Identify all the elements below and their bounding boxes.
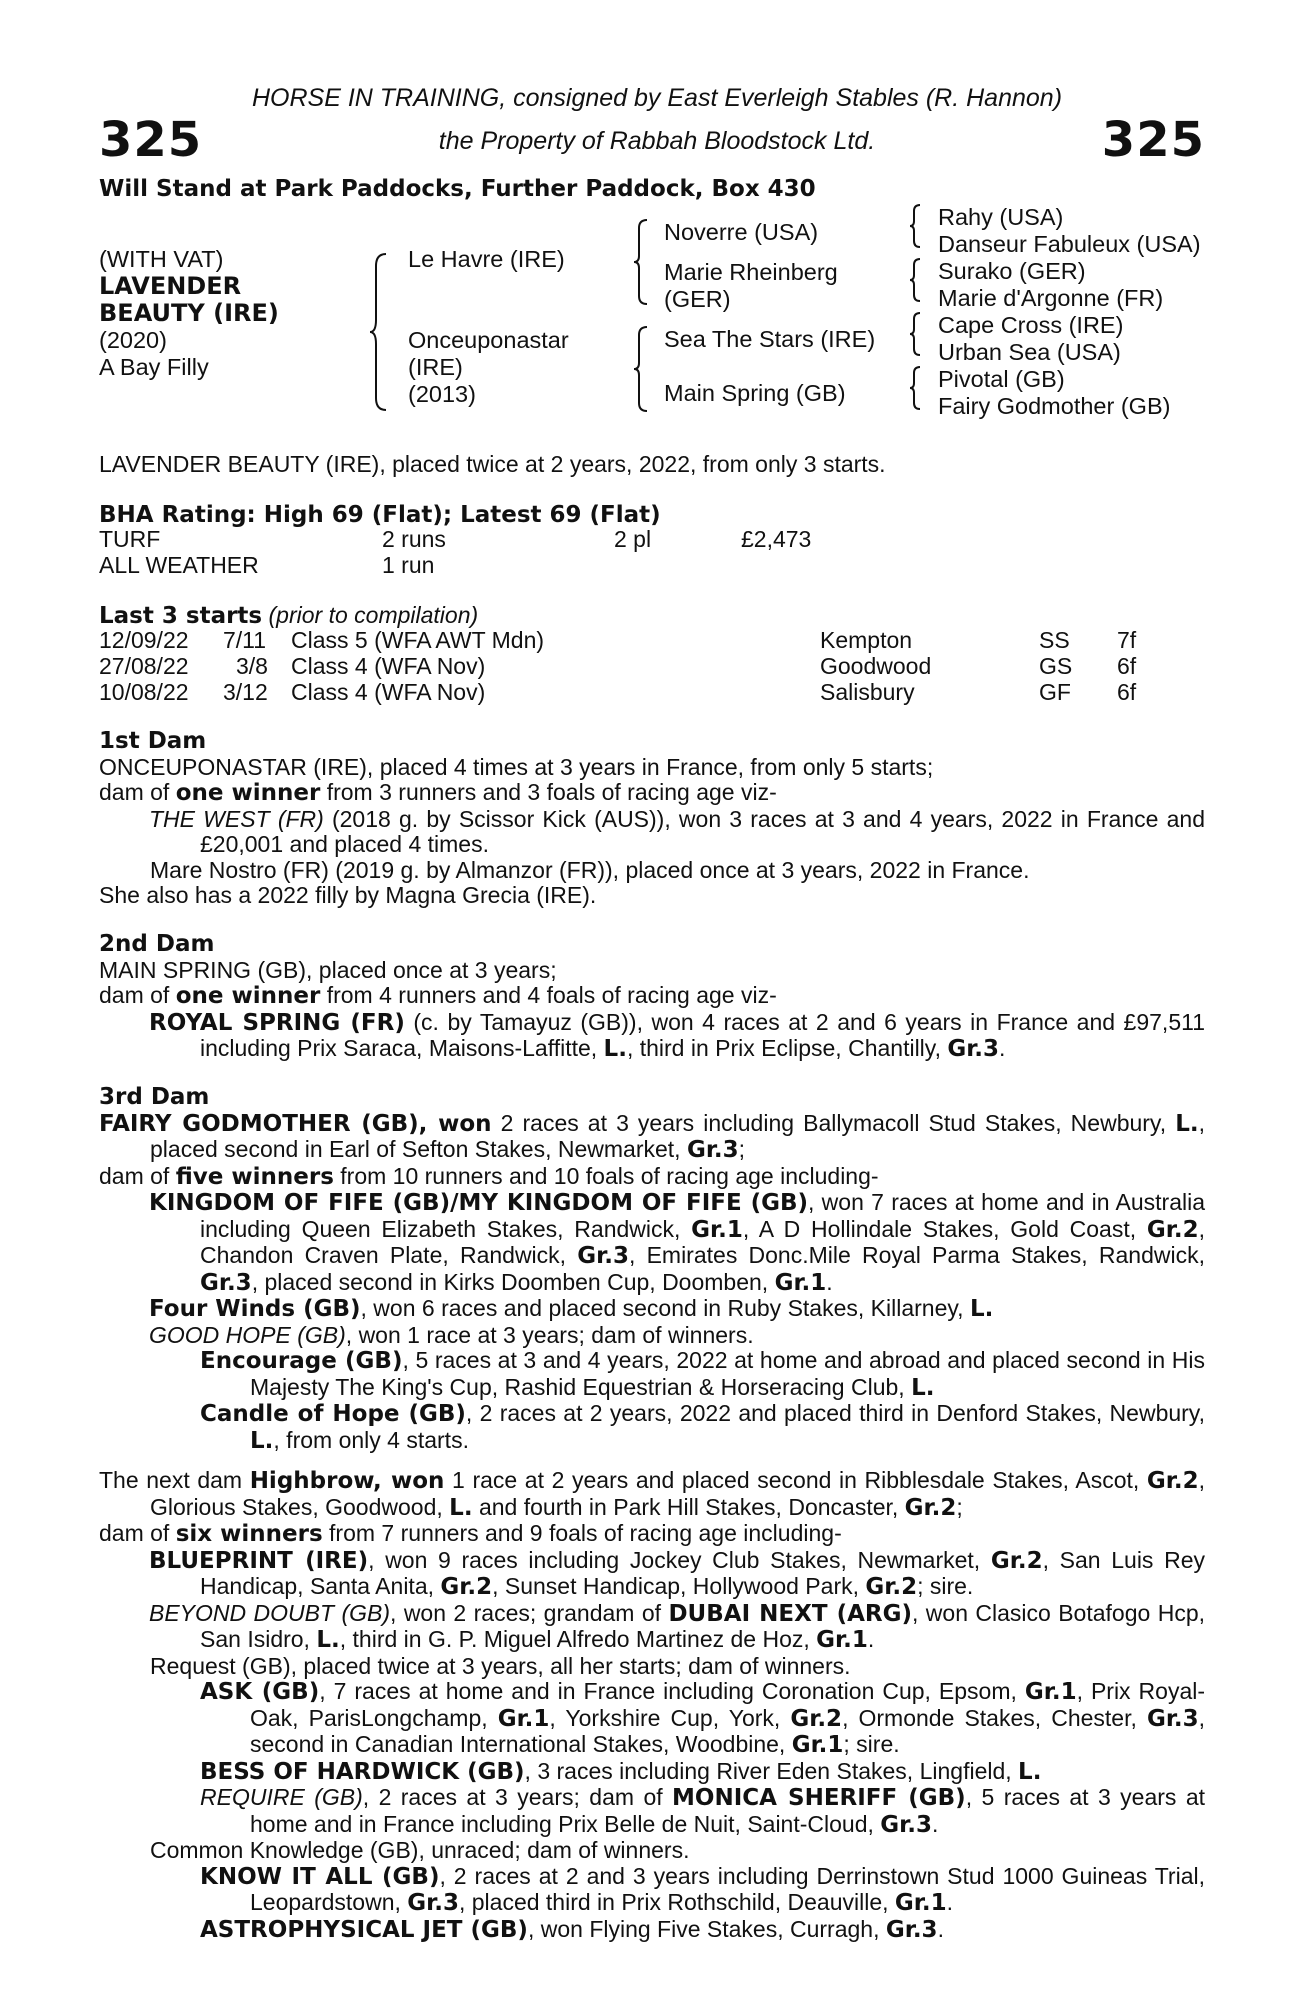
turf-label: TURF: [99, 526, 161, 552]
next-dam-grandfoal-2: BESS OF HARDWICK (GB), 3 races including River Eden Stakes, Lingfield, L.: [200, 1757, 1042, 1785]
start-race: Class 4 (WFA Nov): [291, 679, 486, 705]
last-starts-title: Last 3 starts: [99, 603, 263, 629]
second-dam-desc: MAIN SPRING (GB), placed once at 3 years;: [99, 956, 557, 983]
pedigree-sire-sire: Noverre (USA): [664, 219, 819, 245]
next-dam-foal-2: BEYOND DOUBT (GB), won 2 races; grandam of DUBAI NEXT (ARG), won Clasico Botafogo Hcp, San Isidro, L., third in G. P. Miguel Alfredo Martinez de Hoz, Gr.1.: [149, 1599, 1206, 1653]
first-dam-title: 1st Dam: [99, 728, 207, 754]
lot-number-left: 325: [99, 112, 203, 168]
pedigree-gen3-5: Cape Cross (IRE): [938, 312, 1124, 338]
third-dam-grandfoal-2: Candle of Hope (GB), 2 races at 2 years, 2022 and placed third in Denford Stakes, Newbury, L., from only 4 starts.: [200, 1400, 1205, 1454]
pedigree-gen3-2: Danseur Fabuleux (USA): [938, 231, 1201, 257]
third-dam-foal-2: Four Winds (GB), won 6 races and placed second in Ruby Stakes, Killarney, L.: [149, 1295, 994, 1322]
start-course: Salisbury: [820, 679, 915, 705]
consignment-line: HORSE IN TRAINING, consigned by East Everleigh Stables (R. Hannon): [251, 84, 1063, 112]
third-dam-title: 3rd Dam: [99, 1084, 210, 1110]
pedigree-brace-dam: [632, 325, 652, 413]
next-dam-section: [99, 1468, 1205, 1943]
second-dam-title: 2nd Dam: [99, 931, 215, 957]
third-dam-section: [99, 1085, 1205, 1454]
start-position: 7/11: [223, 627, 267, 653]
start-distance: 6f: [1117, 679, 1137, 705]
start-position: 3/12: [223, 679, 268, 705]
property-line: the Property of Rabbah Bloodstock Ltd.: [438, 127, 876, 155]
start-going: GF: [1039, 679, 1071, 705]
first-dam-foal-2: Mare Nostro (FR) (2019 g. by Almanzor (FR)), placed once at 3 years, 2022 in France.: [150, 856, 1030, 883]
third-dam-foal-1: KINGDOM OF FIFE (GB)/MY KINGDOM OF FIFE (GB), won 7 races at home and in Australia including Queen Elizabeth Stakes, Randwick, Gr.1, A D Hollindale Stakes, Gold Coast, Gr.2, Chandon Craven Plate, Randwick, Gr.3, Emirates Donc.Mile Royal Parma Stakes, Randwick, Gr.3, placed second in Kirks Doomben Cup, Doomben, Gr.1.: [149, 1189, 1205, 1296]
turf-placed: 2 pl: [614, 526, 652, 552]
pedigree-gen3-8: Fairy Godmother (GB): [938, 393, 1171, 419]
start-course: Kempton: [820, 627, 913, 653]
last-starts-heading: [99, 603, 478, 629]
next-dam-foal-4: Common Knowledge (GB), unraced; dam of winners.: [150, 1837, 690, 1863]
pedigree-brace-sire: [632, 218, 652, 306]
third-dam-produce: dam of five winners from 10 runners and 10 foals of racing age including-: [99, 1162, 879, 1190]
pedigree-gen3-7: Pivotal (GB): [938, 366, 1065, 392]
pedigree-dam-line1: Onceuponastar: [408, 327, 569, 353]
start-race: Class 5 (WFA AWT Mdn): [291, 627, 545, 653]
pedigree-brace-main: [368, 252, 392, 412]
third-dam-foal-3: GOOD HOPE (GB), won 1 race at 3 years; dam of winners.: [149, 1321, 754, 1348]
horse-name-line1: LAVENDER: [99, 272, 242, 300]
start-distance: 7f: [1117, 627, 1137, 653]
pedigree-brace-g12: [908, 203, 924, 249]
start-distance: 6f: [1117, 653, 1137, 679]
pedigree-gen3-6: Urban Sea (USA): [938, 339, 1121, 365]
first-dam-note: She also has a 2022 filly by Magna Grecia (IRE).: [99, 882, 597, 908]
start-date: 12/09/22: [99, 627, 189, 653]
pedigree-gen3-1: Rahy (USA): [938, 204, 1064, 230]
second-dam-produce: dam of one winner from 4 runners and 4 foals of racing age viz-: [99, 982, 777, 1009]
pedigree-gen3-3: Surako (GER): [938, 258, 1086, 284]
third-dam-grandfoal-1: Encourage (GB), 5 races at 3 and 4 years, 2022 at home and abroad and placed second in His Majesty The King's Cup, Rashid Equestrian & Horseracing Club, L.: [200, 1347, 1206, 1401]
pedigree-sire: Le Havre (IRE): [408, 246, 565, 272]
next-dam-produce: dam of six winners from 7 runners and 9 foals of racing age including-: [99, 1520, 842, 1547]
pedigree-brace-g34: [908, 257, 924, 303]
start-going: SS: [1039, 627, 1070, 653]
start-going: GS: [1039, 653, 1073, 679]
pedigree-dam-dam: Main Spring (GB): [664, 380, 846, 406]
pedigree-sire-dam-line1: Marie Rheinberg: [664, 259, 838, 285]
start-race: Class 4 (WFA Nov): [291, 653, 486, 679]
aw-runs: 1 run: [382, 552, 435, 578]
first-dam-produce: dam of one winner from 3 runners and 3 foals of racing age viz-: [99, 779, 777, 806]
second-dam-section: [99, 932, 1205, 1063]
lot-number-right: 325: [1101, 112, 1205, 168]
aw-label: ALL WEATHER: [99, 552, 259, 578]
start-date: 27/08/22: [99, 653, 189, 679]
pedigree-dam-line2: (IRE): [408, 354, 463, 380]
next-dam-foal-1: BLUEPRINT (IRE), won 9 races including Jockey Club Stakes, Newmarket, Gr.2, San Luis Rey Handicap, Santa Anita, Gr.2, Sunset Handicap, Hollywood Park, Gr.2; sire.: [149, 1546, 1206, 1600]
pedigree-sire-dam-line2: (GER): [664, 286, 731, 312]
second-dam-foal-1: ROYAL SPRING (FR) (c. by Tamayuz (GB)), won 4 races at 2 and 6 years in France and £97,511 including Prix Saraca, Maisons-Laffitte, L., third in Prix Eclipse, Chantilly, Gr.3.: [149, 1008, 1205, 1062]
last-starts-note: (prior to compilation): [268, 602, 479, 628]
horse-year: (2020): [99, 327, 167, 353]
next-dam-foal-3: Request (GB), placed twice at 3 years, all her starts; dam of winners.: [150, 1652, 851, 1679]
pedigree-brace-g56: [908, 311, 924, 357]
race-summary: LAVENDER BEAUTY (IRE), placed twice at 2 years, 2022, from only 3 starts.: [99, 451, 886, 477]
next-dam-desc: The next dam Highbrow, won 1 race at 2 years and placed second in Ribblesdale Stakes, Ascot, Gr.2, Glorious Stakes, Goodwood, L. and fourth in Park Hill Stakes, Doncaster, Gr.2;: [99, 1467, 1205, 1521]
start-course: Goodwood: [820, 653, 932, 679]
bha-rating-title: BHA Rating: High 69 (Flat); Latest 69 (Flat): [99, 502, 661, 528]
first-dam-desc: ONCEUPONASTAR (IRE), placed 4 times at 3 years in France, from only 5 starts;: [99, 753, 934, 780]
turf-runs: 2 runs: [382, 526, 446, 552]
horse-name-line2: BEAUTY (IRE): [99, 299, 279, 327]
start-position: 3/8: [236, 653, 268, 679]
pedigree-dam-line3: (2013): [408, 381, 476, 407]
next-dam-grandfoal-4: KNOW IT ALL (GB), 2 races at 2 and 3 years including Derrinstown Stud 1000 Guineas Trial, Leopardstown, Gr.3, placed third in Prix Rothschild, Deauville, Gr.1.: [200, 1862, 1205, 1916]
location-line: Will Stand at Park Paddocks, Further Paddock, Box 430: [99, 176, 816, 202]
pedigree-gen3-4: Marie d'Argonne (FR): [938, 285, 1164, 311]
pedigree-dam-sire: Sea The Stars (IRE): [664, 326, 876, 352]
next-dam-grandfoal-1: ASK (GB), 7 races at home and in France including Coronation Cup, Epsom, Gr.1, Prix Royal-Oak, ParisLongchamp, Gr.1, Yorkshire Cup, York, Gr.2, Ormonde Stakes, Chester, Gr.3, second in Canadian International Stakes, Woodbine, Gr.1; sire.: [200, 1678, 1206, 1758]
first-dam-foal-1: THE WEST (FR) (2018 g. by Scissor Kick (AUS)), won 3 races at 3 and 4 years, 2022 in France and £20,001 and placed 4 times.: [149, 805, 1205, 857]
next-dam-grandfoal-5: ASTROPHYSICAL JET (GB), won Flying Five Stakes, Curragh, Gr.3.: [200, 1915, 944, 1943]
turf-earnings: £2,473: [741, 526, 812, 552]
first-dam-section: [99, 729, 1205, 909]
vat-note: (WITH VAT): [99, 246, 224, 272]
third-dam-desc: FAIRY GODMOTHER (GB), won 2 races at 3 years including Ballymacoll Stud Stakes, Newbury, L., placed second in Earl of Sefton Stakes, Newmarket, Gr.3;: [99, 1109, 1205, 1163]
pedigree-brace-g78: [908, 365, 924, 411]
horse-description: A Bay Filly: [99, 354, 209, 380]
next-dam-grandfoal-3: REQUIRE (GB), 2 races at 3 years; dam of MONICA SHERIFF (GB), 5 races at 3 years at home and in France including Prix Belle de Nuit, Saint-Cloud, Gr.3.: [200, 1784, 1205, 1838]
start-date: 10/08/22: [99, 679, 189, 705]
